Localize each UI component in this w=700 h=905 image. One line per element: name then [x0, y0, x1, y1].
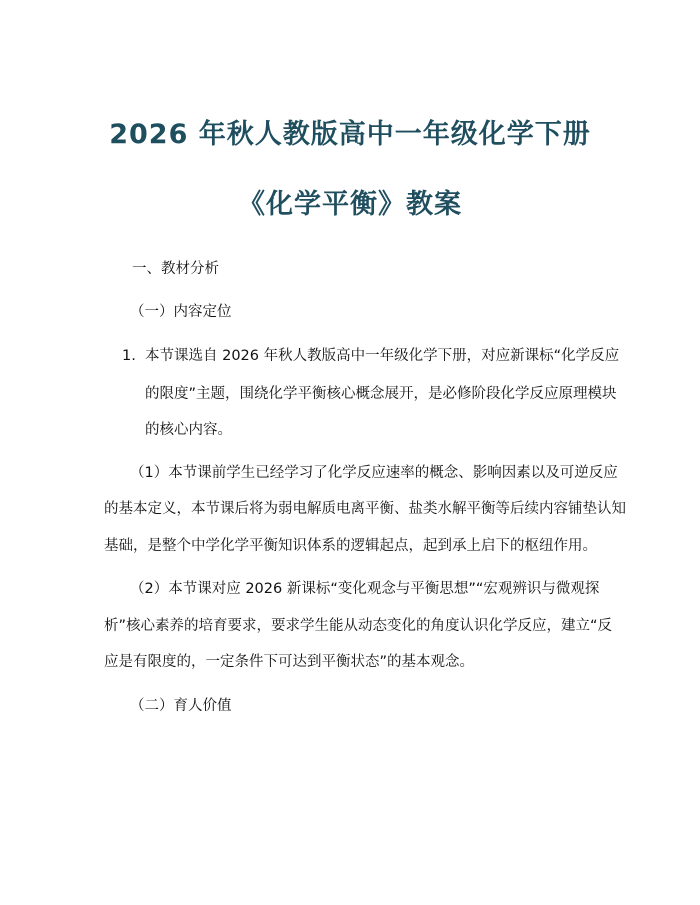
- numbered-item-1-number: 1.: [122, 348, 136, 364]
- paragraph-2-line: 应是有限度的，一定条件下可达到平衡状态”的基本观念。: [104, 654, 475, 670]
- paragraph-1-line: 基础，是整个中学化学平衡知识体系的逻辑起点，起到承上启下的枢纽作用。: [104, 538, 597, 554]
- paragraph-2-line: （2）本节课对应 2026 新课标“变化观念与平衡思想”“宏观辨识与微观探: [130, 581, 600, 597]
- document-title-line-1: 2026 年秋人教版高中一年级化学下册: [109, 119, 591, 150]
- numbered-item-1-line: 本节课选自 2026 年秋人教版高中一年级化学下册，对应新课标“化学反应: [145, 348, 620, 364]
- section-heading-analysis: 一、教材分析: [132, 261, 219, 277]
- document-title-line-2: 《化学平衡》教案: [238, 189, 462, 220]
- numbered-item-1-line: 的核心内容。: [145, 422, 232, 438]
- paragraph-1-line: （1）本节课前学生已经学习了化学反应速率的概念、影响因素以及可逆反应: [130, 465, 618, 481]
- subsection-heading-educational-value: （二）育人价值: [130, 698, 232, 714]
- subsection-heading-content-position: （一）内容定位: [130, 304, 232, 320]
- paragraph-2-line: 析”核心素养的培育要求，要求学生能从动态变化的角度认识化学反应，建立“反: [104, 618, 613, 634]
- paragraph-1-line: 的基本定义，本节课后将为弱电解质电离平衡、盐类水解平衡等后续内容铺垫认知: [104, 501, 626, 517]
- numbered-item-1-line: 的限度”主题，围绕化学平衡核心概念展开，是必修阶段化学反应原理模块: [145, 386, 617, 402]
